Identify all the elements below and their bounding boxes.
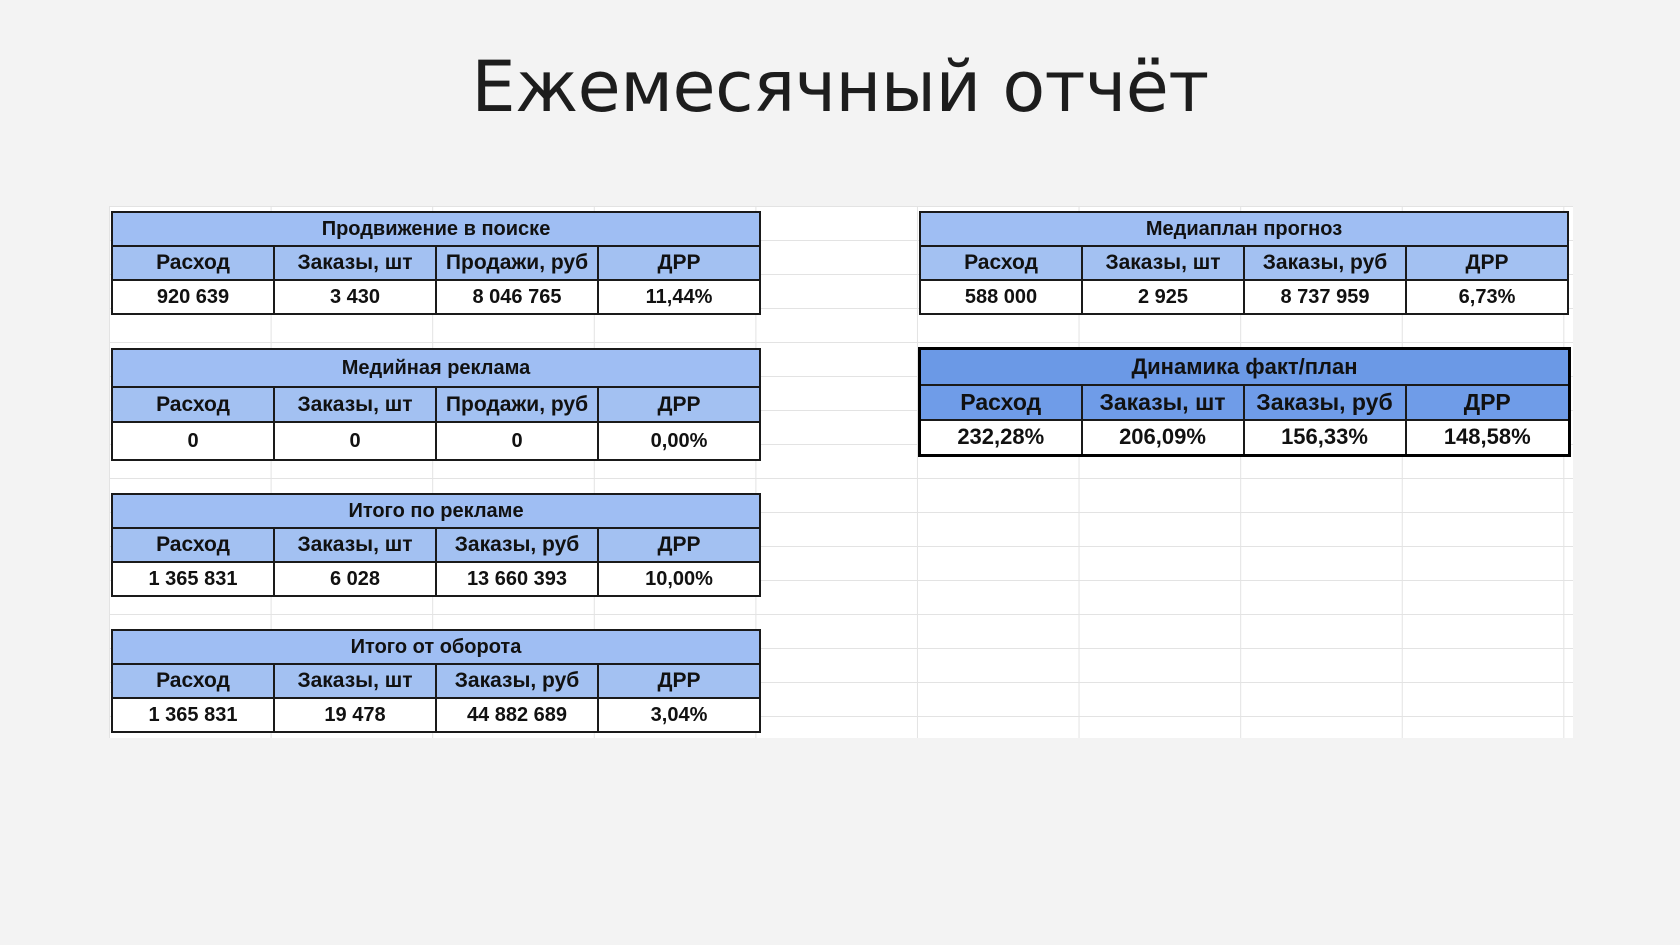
page-title: Ежемесячный отчёт [471,46,1209,128]
header-cell: Расход [112,664,274,698]
value-cell: 156,33% [1244,420,1406,456]
header-cell: Заказы, шт [1082,246,1244,280]
value-cell: 6,73% [1406,280,1568,314]
value-cell: 10,00% [598,562,760,596]
ads-total-table [111,493,761,597]
value-cell: 232,28% [920,420,1082,456]
header-cell: ДРР [598,246,760,280]
header-cell: ДРР [598,387,760,422]
value-cell: 13 660 393 [436,562,598,596]
header-cell: Расход [920,385,1082,420]
value-cell: 1 365 831 [112,562,274,596]
value-cell: 1 365 831 [112,698,274,732]
table-title: Итого от оборота [112,630,760,664]
header-cell: Продажи, руб [436,387,598,422]
header-cell: Заказы, шт [274,528,436,562]
value-cell: 0 [436,422,598,460]
header-cell: Расход [112,528,274,562]
header-cell: Заказы, шт [274,387,436,422]
table-title: Динамика факт/план [920,349,1570,385]
value-cell: 6 028 [274,562,436,596]
value-cell: 3,04% [598,698,760,732]
value-cell: 206,09% [1082,420,1244,456]
value-cell: 588 000 [920,280,1082,314]
header-cell: Заказы, шт [274,246,436,280]
turnover-total-table [111,629,761,733]
table-title: Итого по рекламе [112,494,760,528]
table-title: Продвижение в поиске [112,212,760,246]
header-cell: ДРР [1406,246,1568,280]
header-cell: Заказы, шт [274,664,436,698]
header-cell: Расход [112,246,274,280]
value-cell: 0 [112,422,274,460]
mediaplan-forecast-table [919,211,1569,315]
header-cell: Расход [920,246,1082,280]
header-cell: ДРР [598,664,760,698]
header-cell: Заказы, шт [1082,385,1244,420]
value-cell: 0,00% [598,422,760,460]
header-cell: Заказы, руб [436,528,598,562]
header-cell: Заказы, руб [1244,246,1406,280]
value-cell: 44 882 689 [436,698,598,732]
search-promotion-table [111,211,761,315]
value-cell: 3 430 [274,280,436,314]
value-cell: 8 737 959 [1244,280,1406,314]
header-cell: Заказы, руб [1244,385,1406,420]
header-cell: Расход [112,387,274,422]
value-cell: 8 046 765 [436,280,598,314]
value-cell: 0 [274,422,436,460]
value-cell: 148,58% [1406,420,1570,456]
value-cell: 11,44% [598,280,760,314]
header-cell: ДРР [598,528,760,562]
table-title: Медиаплан прогноз [920,212,1568,246]
header-cell: ДРР [1406,385,1570,420]
value-cell: 19 478 [274,698,436,732]
value-cell: 2 925 [1082,280,1244,314]
header-cell: Заказы, руб [436,664,598,698]
value-cell: 920 639 [112,280,274,314]
media-ads-table [111,348,761,461]
table-title: Медийная реклама [112,349,760,387]
fact-plan-dynamics-table [918,347,1571,457]
header-cell: Продажи, руб [436,246,598,280]
